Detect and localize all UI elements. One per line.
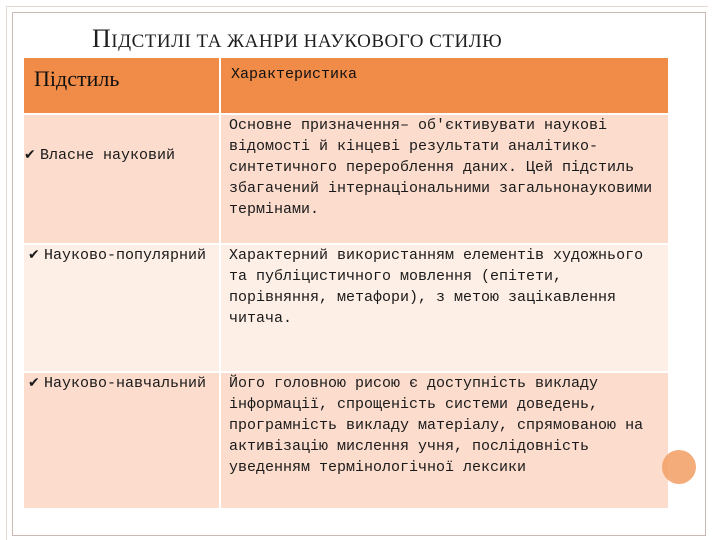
substyle-name-cell xyxy=(24,244,220,372)
table-row xyxy=(24,372,668,508)
slide-title-rest: ІДСТИЛІ ТА ЖАНРИ НАУКОВОГО СТИЛЮ xyxy=(111,31,503,52)
table-row xyxy=(24,244,668,372)
checkmark-bullet-icon: ✔ xyxy=(28,247,40,263)
column-header-characteristic: Характеристика xyxy=(220,58,668,114)
substyle-description-cell xyxy=(220,114,668,244)
decorative-circle xyxy=(662,450,696,484)
substyle-name: Власне науковий xyxy=(40,147,176,164)
substyle-description-cell xyxy=(220,244,668,372)
substyle-description: Його головною рисою є доступність викладу інформації, спрощеність системи доведень, програмність викладу матеріалу, спрямованою на активізацію мислення учня, послідовність уведенням термінологічної лексики xyxy=(229,375,644,476)
checkmark-bullet-icon: ✔ xyxy=(24,147,36,163)
substyle-description-cell xyxy=(220,372,668,508)
table-header-row xyxy=(24,58,668,114)
substyle-name-cell xyxy=(24,114,220,244)
substyle-description: Основне призначення– об'єктивувати наукові відомості й кінцеві результати аналітико-синтетичного перероблення даних. Цей підстиль збагачений інтернаціональними загальнонауковими термінами. xyxy=(229,117,653,218)
substyles-table xyxy=(24,58,668,508)
substyle-name: Науково-навчальний xyxy=(44,375,207,392)
table-row xyxy=(24,114,668,244)
checkmark-bullet-icon: ✔ xyxy=(28,375,40,391)
slide-title xyxy=(92,24,692,54)
column-header-substyle: Підстиль xyxy=(24,58,220,114)
substyle-description: Характерний використанням елементів художнього та публіцистичного мовлення (епітети, порівняння, метафори), з метою зацікавлення читача. xyxy=(229,247,644,327)
substyle-name-cell xyxy=(24,372,220,508)
slide-title-initial: П xyxy=(92,24,112,53)
substyle-name: Науково-популярний xyxy=(44,247,207,264)
